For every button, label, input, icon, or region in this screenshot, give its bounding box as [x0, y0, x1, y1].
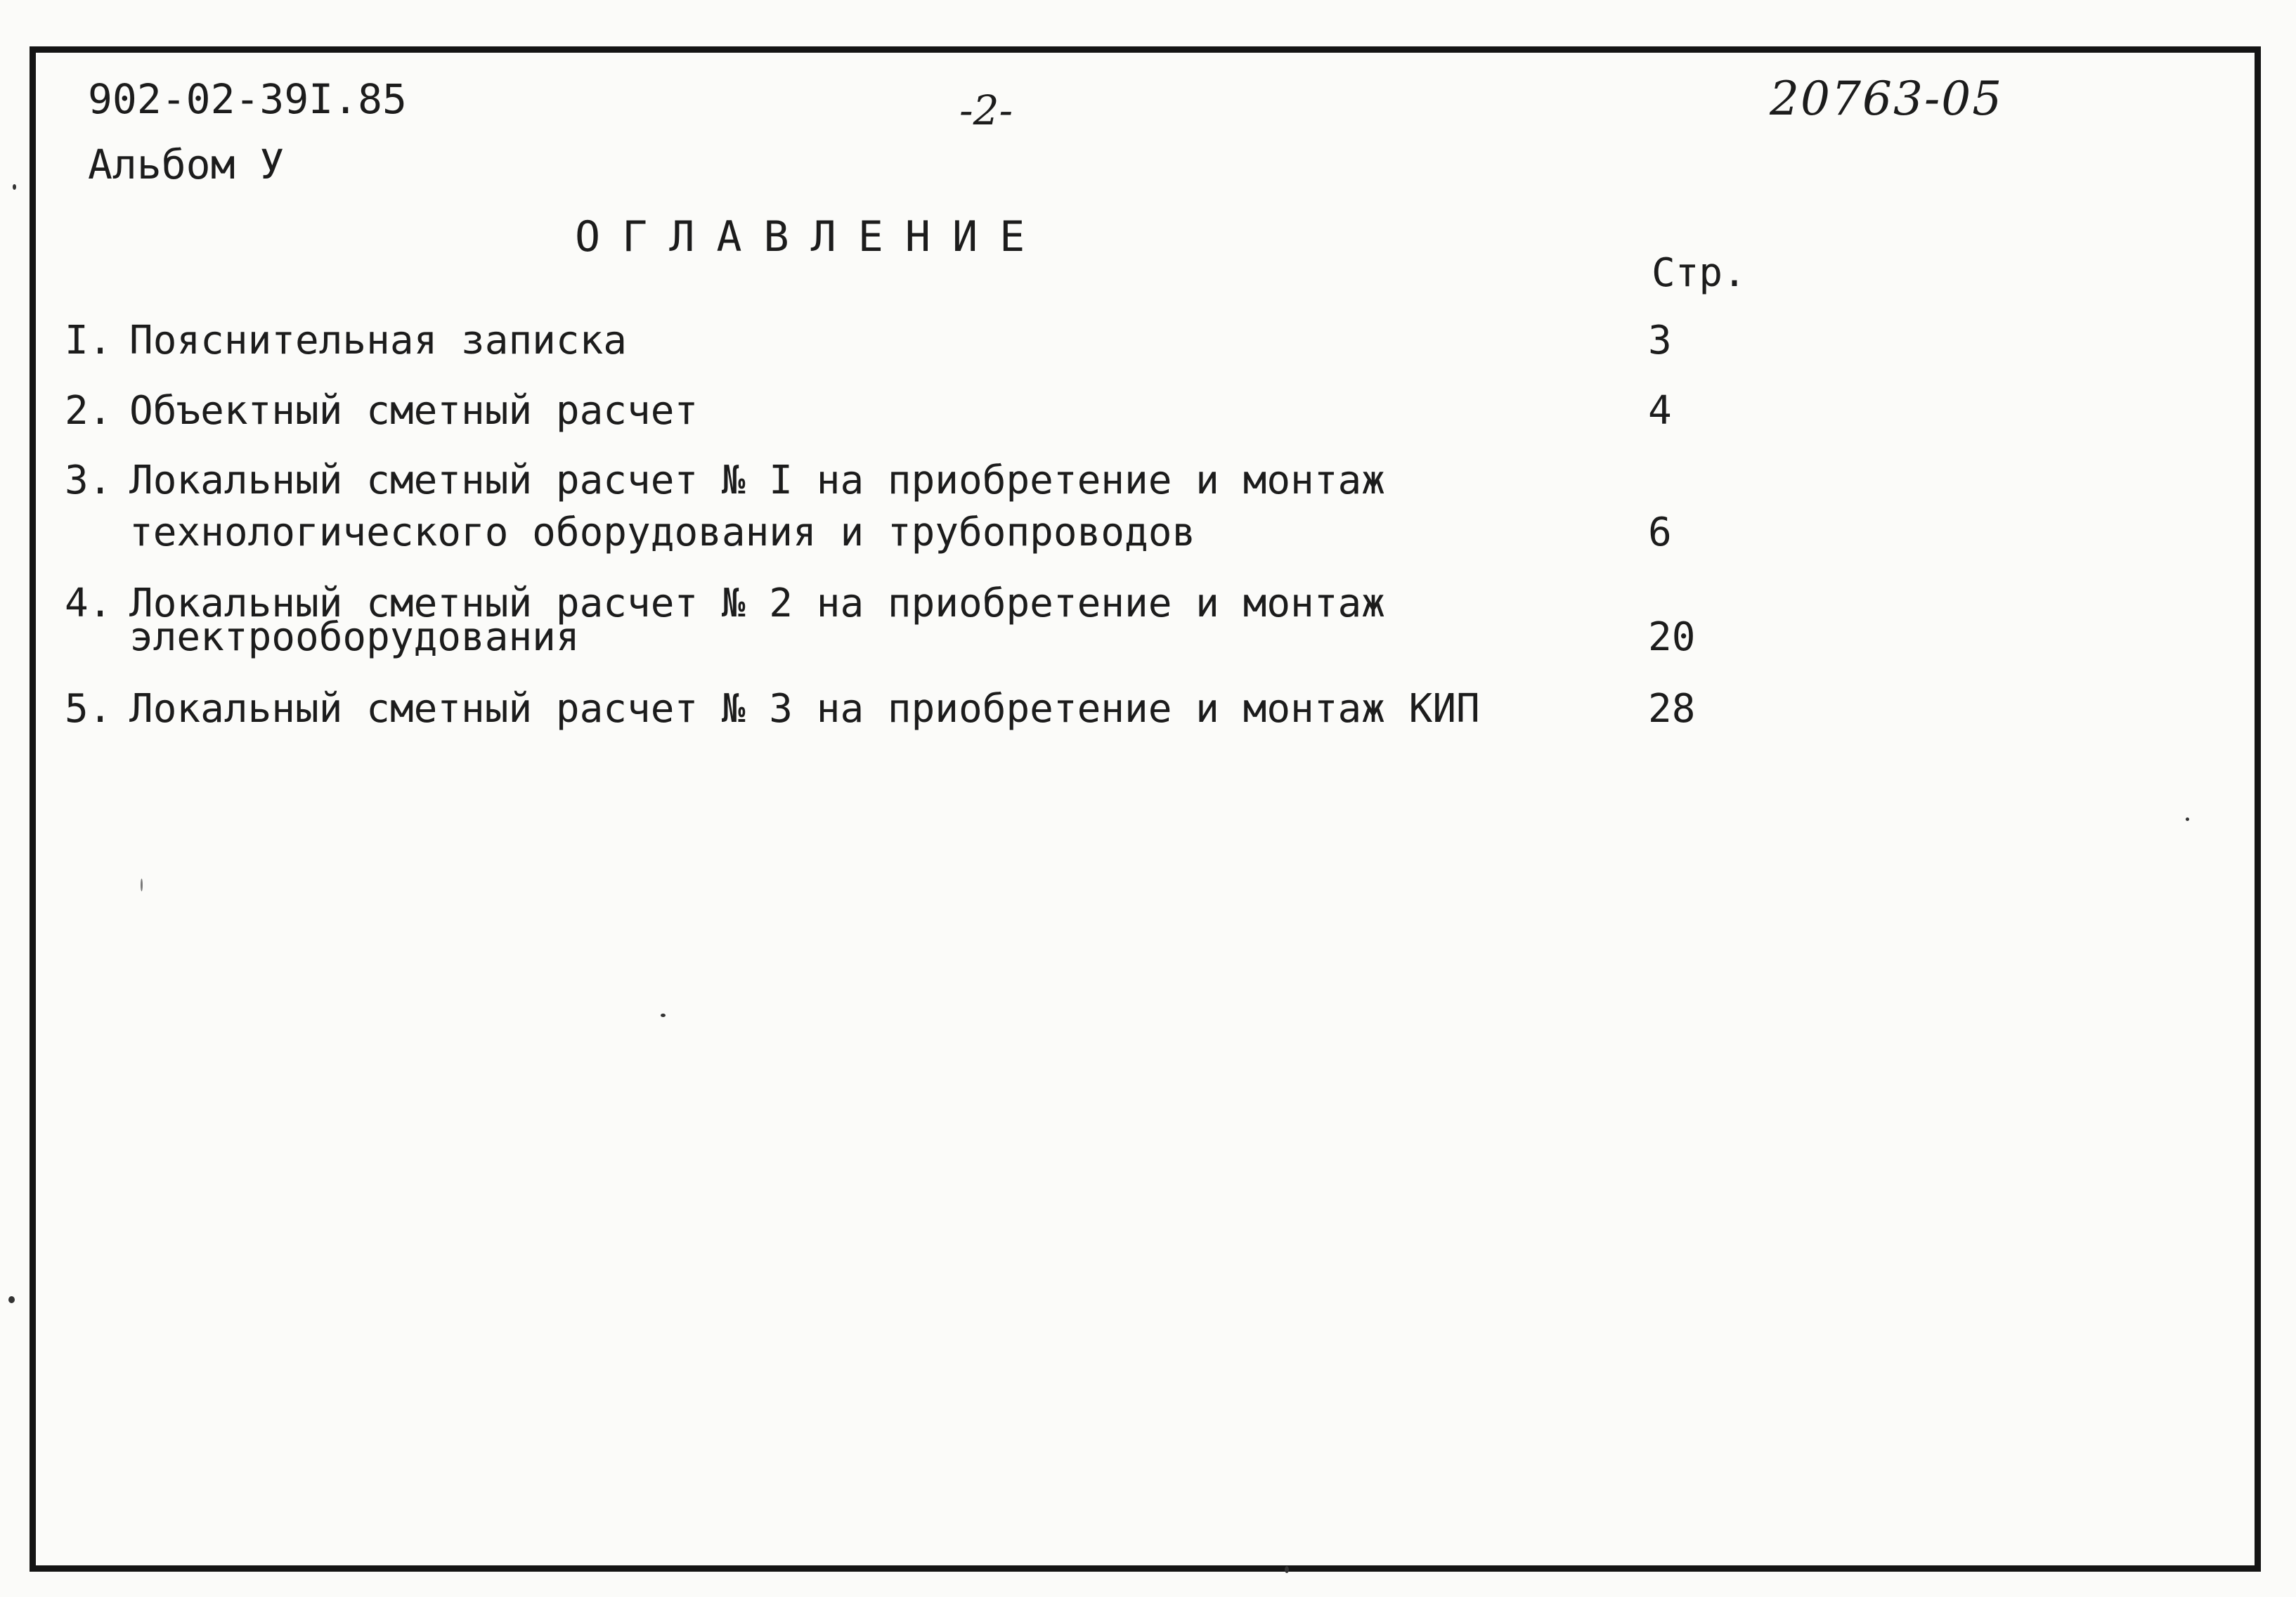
toc-entry-number: 3.: [65, 458, 112, 503]
toc-entry-number: 4.: [65, 581, 112, 626]
toc-entry-title-continued: электрооборудования: [129, 614, 580, 660]
toc-entry-page: 28: [1648, 686, 1696, 732]
toc-entry-title: Локальный сметный расчет № I на приобретение и монтаж: [129, 458, 1385, 503]
scan-speck: [8, 1296, 15, 1303]
page-column-label: Стр.: [1652, 250, 1746, 296]
scan-speck: [141, 879, 143, 891]
scan-speck: [2186, 817, 2189, 821]
toc-entry-page: 3: [1648, 318, 1672, 363]
album-label: Альбом У: [88, 141, 285, 188]
document-number: 20763-05: [1770, 72, 2004, 126]
scan-speck: [13, 184, 16, 190]
toc-entry-title: Пояснительная записка: [129, 318, 628, 363]
toc-entry-title: Локальный сметный расчет № 3 на приобретение и монтаж КИП: [129, 686, 1480, 732]
toc-entry-number: 5.: [65, 686, 112, 732]
page-title: ОГЛАВЛЕНИЕ: [575, 212, 1047, 261]
document-code: 902-02-39I.85: [88, 75, 407, 123]
toc-entry-3: [65, 455, 1385, 559]
toc-entry-title: Объектный сметный расчет: [129, 388, 699, 434]
scan-speck: [1285, 1566, 1289, 1573]
toc-entry-title-continued: технологического оборудования и трубопроводов: [129, 510, 1196, 555]
toc-entry-2: [65, 385, 698, 437]
toc-entry-4: [65, 578, 1385, 664]
toc-entry-number: I.: [65, 318, 112, 363]
toc-entry-5: [65, 683, 1480, 735]
toc-entry-page: 6: [1648, 510, 1672, 555]
toc-entry-number: 2.: [65, 388, 112, 434]
toc-entry-page: 20: [1648, 614, 1696, 660]
toc-entry-page: 4: [1648, 388, 1672, 434]
toc-entry-1: [65, 315, 627, 367]
page-number: -2-: [959, 86, 1013, 134]
toc-entry-title: Локальный сметный расчет № 2 на приобретение и монтаж: [129, 581, 1385, 626]
scan-speck: [661, 1014, 666, 1017]
